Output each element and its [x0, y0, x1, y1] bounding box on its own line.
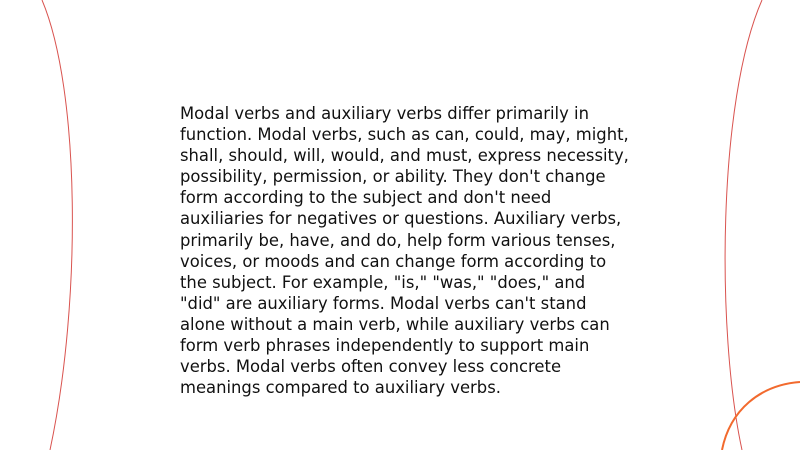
body-paragraph: Modal verbs and auxiliary verbs differ primarily in function. Modal verbs, such as can, could, may, might, shall, should, will, would, and must, express necessity, possibility, permission, or ability. They don't change form according to the subject and don't need auxiliaries for negatives or questions. Auxiliary verbs, primarily be, have, and do, help form various tenses, voices, or moods and can change form according to the subject. For example, "is," "was," "does," and "did" are auxiliary forms. Modal verbs can't stand alone without a main verb, while auxiliary verbs can form verb phrases independently to support main verbs. Modal verbs often convey less concrete meanings compared to auxiliary verbs. — [180, 104, 629, 398]
right-curve-line — [725, 0, 762, 450]
orange-arc — [722, 382, 800, 450]
left-curve-line — [42, 0, 72, 450]
